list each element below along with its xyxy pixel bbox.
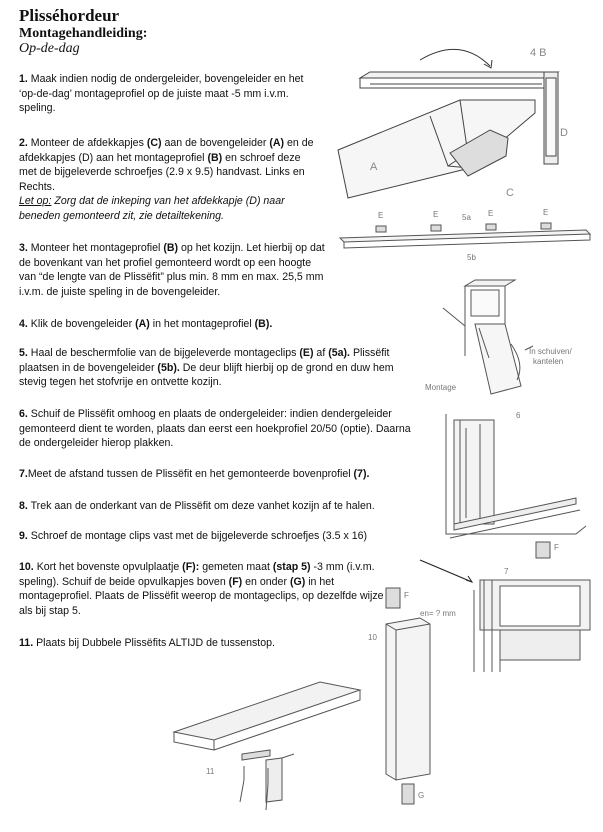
label-in-schuiven: In schuiven/ bbox=[529, 347, 572, 356]
figure-cap-f bbox=[532, 536, 572, 562]
step-text: en de afdekkapjes (D) aan het montageprofiel bbox=[19, 137, 314, 164]
figure-4-assembly bbox=[330, 38, 592, 208]
step-text: en schroef deze met de bijgeleverde schroefjes (2.9 x 9.5) handvast. Links en Rechts. bbox=[19, 151, 305, 193]
step-text: Plaats bij Dubbele Plissëfits ALTIJD de tussenstop. bbox=[36, 637, 275, 649]
step-text: af bbox=[316, 347, 326, 359]
figure-10-fill-caps bbox=[364, 584, 434, 814]
step-text: Maak indien nodig de ondergeleider, bovengeleider en het ‘op-de-dag’ montageprofiel op de juiste maat -5 mm i.v.m. speling. bbox=[19, 73, 304, 115]
label-measure: en= ? mm bbox=[420, 609, 456, 618]
step-text: gemeten maat bbox=[202, 561, 270, 573]
step-text: Trek aan de onderkant van de Plissëfit om deze vanhet kozijn af te halen. bbox=[30, 500, 375, 512]
label-e-4: E bbox=[543, 208, 549, 217]
part-ref: (5a). bbox=[328, 347, 351, 359]
label-montage: Montage bbox=[425, 383, 457, 392]
step-text: Klik de bovengeleider bbox=[30, 318, 133, 330]
manual-subtitle: Montagehandleiding: bbox=[19, 26, 148, 41]
step-number: 11. bbox=[19, 637, 34, 649]
step-number: 5. bbox=[19, 347, 28, 359]
step-text: Plissëfit plaatsen in de bovengeleider bbox=[19, 347, 390, 374]
part-ref: (A) bbox=[135, 318, 150, 330]
step-10 bbox=[19, 560, 391, 618]
note-text: Zorg dat de inkeping van het afdekkapje (D) naar beneden gemonteerd zit, zie detailtekening. bbox=[19, 195, 285, 222]
label-f-small: F bbox=[554, 543, 559, 552]
page-title: Plisséhordeur bbox=[19, 6, 120, 25]
part-ref: (F): bbox=[182, 561, 200, 573]
label-10: 10 bbox=[368, 633, 377, 642]
note-label: Let op: bbox=[19, 195, 52, 208]
step-text: Schuif de Plissëfit omhoog en plaats de ondergeleider: indien dendergeleider gemonteerd dient te worden, plaats dan eerst een hoekprofiel 20/50 (optie). Daarna de ondergeleider hierop plakken. bbox=[19, 408, 411, 450]
label-6: 6 bbox=[516, 411, 521, 420]
step-text: Kort het bovenste opvulplaatje bbox=[36, 561, 180, 573]
label-e-1: E bbox=[378, 211, 384, 220]
step-number: 10. bbox=[19, 561, 34, 573]
part-ref: (G) bbox=[289, 575, 306, 588]
step-3 bbox=[19, 241, 331, 299]
step-text: Haal de beschermfolie van de bijgeleverde montageclips bbox=[30, 347, 297, 359]
label-5a: 5a bbox=[462, 213, 471, 222]
step-text: in het montageprofiel. Plaats de Plissëfit weerop de montageclips, op dezelfde wijze als bij stap 5. bbox=[19, 575, 384, 617]
step-text: in het montageprofiel bbox=[152, 318, 252, 330]
part-ref: (B) bbox=[163, 242, 179, 254]
label-g: G bbox=[418, 791, 425, 800]
figure-5b-insert bbox=[425, 246, 601, 396]
step-text: Meet de afstand tussen de Plissëfit en het gemonteerde bovenprofiel bbox=[27, 468, 351, 480]
label-f-10: F bbox=[404, 591, 409, 600]
step-number: 8. bbox=[19, 500, 28, 512]
label-7: 7 bbox=[504, 567, 509, 576]
part-ref: (B). bbox=[254, 318, 273, 330]
part-ref: (E) bbox=[299, 347, 314, 359]
part-ref: (stap 5) bbox=[272, 561, 311, 573]
step-number: 9. bbox=[19, 530, 28, 542]
step-number: 1. bbox=[19, 73, 28, 85]
step-2 bbox=[19, 136, 319, 224]
label-e-3: E bbox=[488, 209, 494, 218]
step-text: -3 mm (i.v.m. speling). Schuif de beide opvulkapjes boven bbox=[19, 561, 375, 588]
label-e-2: E bbox=[433, 210, 439, 219]
mount-type: Op-de-dag bbox=[19, 41, 80, 56]
step-2-note bbox=[19, 195, 285, 222]
step-6 bbox=[19, 407, 419, 451]
part-ref: (7). bbox=[353, 468, 370, 480]
step-text: aan de bovengeleider bbox=[164, 137, 267, 149]
step-text: Monteer de afdekkapjes bbox=[30, 137, 144, 149]
label-4b: 4 B bbox=[530, 47, 547, 59]
step-number: 2. bbox=[19, 137, 28, 149]
step-number: 6. bbox=[19, 408, 28, 420]
step-number: 3. bbox=[19, 242, 28, 254]
step-1 bbox=[19, 72, 319, 116]
part-ref: (A) bbox=[269, 137, 285, 149]
step-text: De deur blijft hierbij op de grond en duw hem stevig tegen het stofvrije en ontvette kozijn. bbox=[19, 361, 394, 389]
step-text: Monteer het montageprofiel bbox=[30, 242, 161, 254]
step-number: 4. bbox=[19, 318, 28, 330]
label-kantelen: kantelen bbox=[533, 357, 564, 366]
step-4 bbox=[19, 317, 329, 332]
part-ref: (B) bbox=[207, 151, 223, 164]
step-8 bbox=[19, 499, 419, 514]
figure-6-bottom-rail bbox=[440, 404, 596, 560]
step-7 bbox=[19, 467, 419, 482]
step-5 bbox=[19, 346, 419, 390]
label-5b: 5b bbox=[467, 253, 476, 262]
label-11: 11 bbox=[206, 767, 215, 776]
step-text: Schroef de montage clips vast met de bijgeleverde schroefjes (3.5 x 16) bbox=[30, 530, 368, 542]
part-ref: (5b). bbox=[157, 361, 180, 374]
part-ref: (C) bbox=[146, 137, 162, 149]
figure-11-tussenstop bbox=[170, 680, 370, 830]
label-a: A bbox=[370, 161, 378, 173]
step-9 bbox=[19, 529, 419, 544]
figure-7-measure bbox=[420, 560, 600, 680]
step-11 bbox=[19, 636, 349, 651]
part-ref: (F) bbox=[228, 575, 243, 588]
label-d: D bbox=[560, 127, 568, 139]
label-c: C bbox=[506, 187, 514, 199]
step-text: en onder bbox=[245, 575, 287, 588]
step-text: op het kozijn. Let hierbij op dat de bovenkant van het profiel gemonteerd wordt op een hoogte van “de lengte van de Plissëfit” plus min. 8 mm en max. 25,5 mm i.v.m. de juiste speling in de bovengeleider. bbox=[19, 242, 325, 298]
step-number: 7. bbox=[19, 468, 28, 480]
